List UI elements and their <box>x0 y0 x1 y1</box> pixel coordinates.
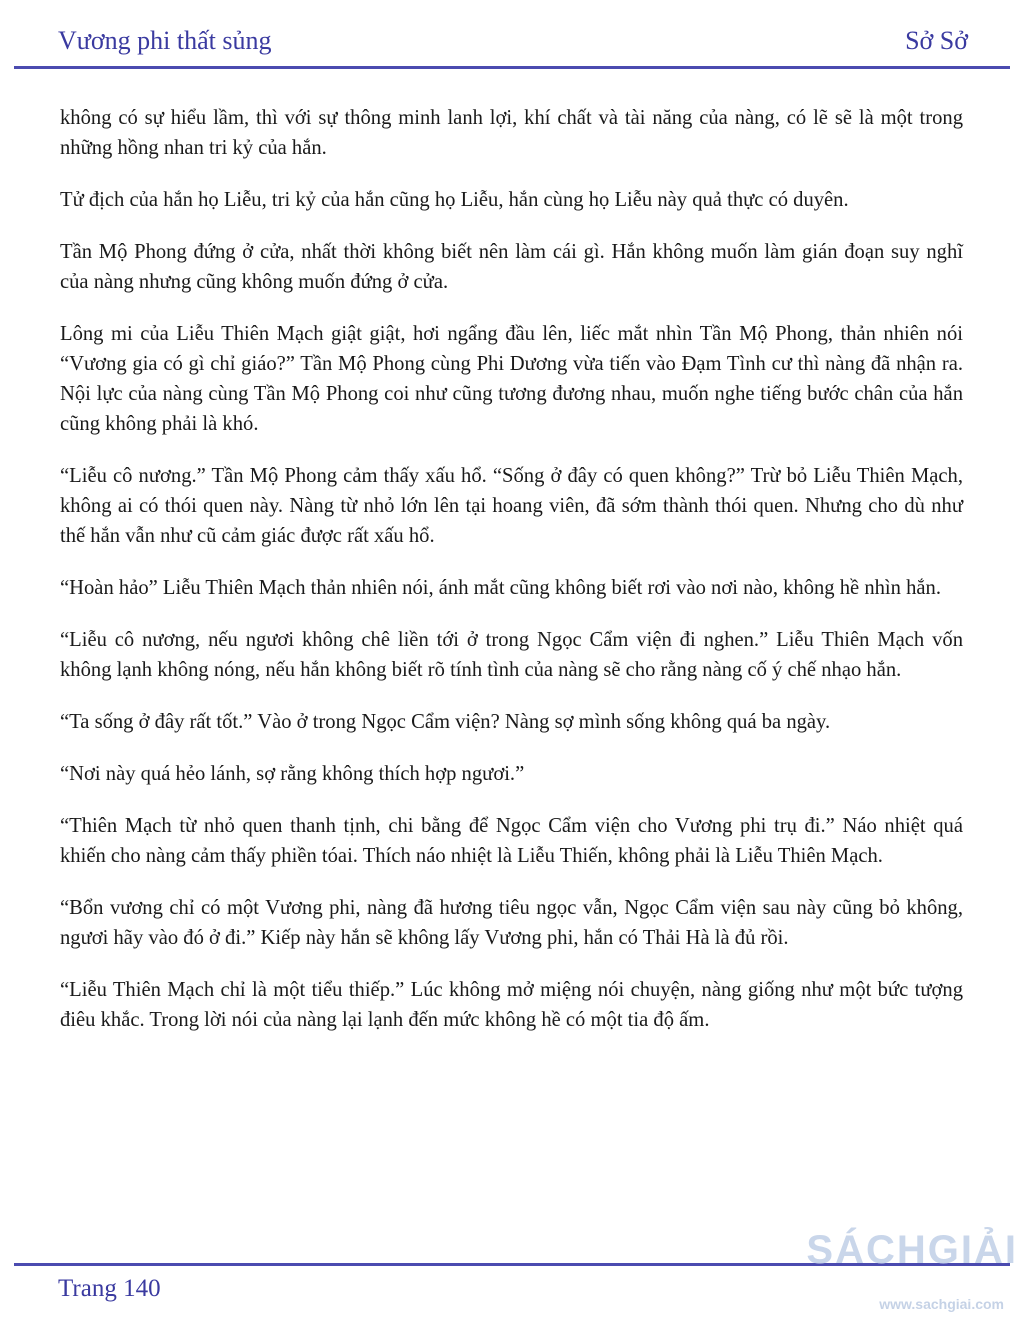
paragraph: “Thiên Mạch từ nhỏ quen thanh tịnh, chi bằng để Ngọc Cẩm viện cho Vương phi trụ đi.” Náo nhiệt quá khiến cho nàng cảm thấy phiền tóai. Thích náo nhiệt là Liễu Thiến, không phải là Liễu Thiên Mạch. <box>60 815 963 867</box>
book-title: Vương phi thất sủng <box>58 26 272 55</box>
paragraph: “Liễu Thiên Mạch chỉ là một tiểu thiếp.” Lúc không mở miệng nói chuyện, nàng giống như một bức tượng điêu khắc. Trong lời nói của nàng lại lạnh đến mức không hề có một tia độ ấm. <box>60 979 963 1031</box>
watermark-url: www.sachgiai.com <box>879 1296 1004 1312</box>
page-body <box>60 103 963 1057</box>
paragraph: Lông mi của Liễu Thiên Mạch giật giật, hơi ngẩng đầu lên, liếc mắt nhìn Tần Mộ Phong, thản nhiên nói “Vương gia có gì chỉ giáo?” Tần Mộ Phong cùng Phi Dương vừa tiến vào Đạm Tình cư thì nàng đã nhận ra. Nội lực của nàng cùng Tần Mộ Phong coi như cũng tương đương nhau, muốn nghe tiếng bước chân của hắn cũng không phải là khó. <box>60 323 963 435</box>
page-number: Trang 140 <box>58 1275 161 1302</box>
page-header <box>58 26 968 62</box>
paragraph: “Liễu cô nương, nếu ngươi không chê liền tới ở trong Ngọc Cẩm viện đi nghen.” Liễu Thiên Mạch vốn không lạnh không nóng, nếu hắn không biết rõ tính tình của nàng sẽ cho rằng nàng cố ý chế nhạo hắn. <box>60 629 963 681</box>
paragraph: “Ta sống ở đây rất tốt.” Vào ở trong Ngọc Cẩm viện? Nàng sợ mình sống không quá ba ngày. <box>60 711 831 733</box>
watermark-logo: SÁCHGIẢI <box>806 1228 1018 1272</box>
paragraph: Tử địch của hắn họ Liễu, tri kỷ của hắn cũng họ Liễu, hắn cùng họ Liễu này quả thực có duyên. <box>60 189 849 211</box>
paragraph: Tần Mộ Phong đứng ở cửa, nhất thời không biết nên làm cái gì. Hắn không muốn làm gián đoạn suy nghĩ của nàng nhưng cũng không muốn đứng ở cửa. <box>60 241 963 293</box>
paragraph: “Bổn vương chỉ có một Vương phi, nàng đã hương tiêu ngọc vẫn, Ngọc Cẩm viện sau này cũng bỏ không, ngươi hãy vào đó ở đi.” Kiếp này hắn sẽ không lấy Vương phi, hắn có Thải Hà là đủ rồi. <box>60 897 963 949</box>
header-divider <box>14 66 1010 69</box>
author-name: Sở Sở <box>905 26 968 55</box>
paragraph: không có sự hiểu lầm, thì với sự thông minh lanh lợi, khí chất và tài năng của nàng, có lẽ sẽ là một trong những hồng nhan tri kỷ của hắn. <box>60 107 963 159</box>
paragraph: “Hoàn hảo” Liễu Thiên Mạch thản nhiên nói, ánh mắt cũng không biết rơi vào nơi nào, không hề nhìn hắn. <box>60 577 941 599</box>
paragraph: “Liễu cô nương.” Tần Mộ Phong cảm thấy xấu hổ. “Sống ở đây có quen không?” Trừ bỏ Liễu Thiên Mạch, không ai có thói quen này. Nàng từ nhỏ lớn lên tại hoang viên, đã sớm thành thói quen. Nhưng cho dù như thế hắn vẫn như cũ cảm giác được rất xấu hổ. <box>60 465 963 547</box>
paragraph: “Nơi này quá hẻo lánh, sợ rằng không thích hợp ngươi.” <box>60 763 525 785</box>
